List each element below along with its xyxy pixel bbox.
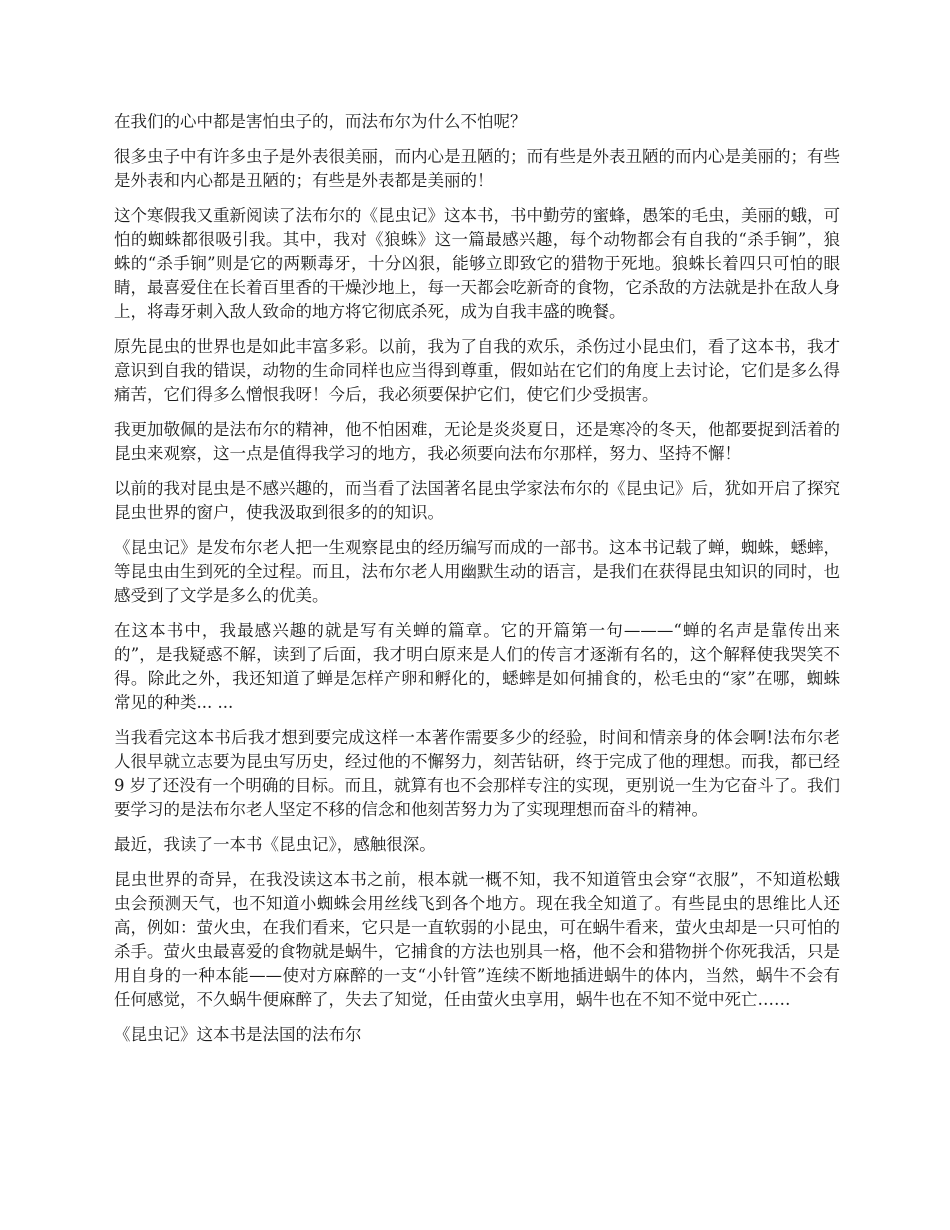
paragraph: 我更加敬佩的是法布尔的精神，他不怕困难，无论是炎炎夏日，还是寒冷的冬天，他都要捉到活着的昆虫来观察，这一点是值得我学习的地方，我必须要向法布尔那样，努力、坚持不懈！ [114, 420, 840, 463]
paragraph: 以前的我对昆虫是不感兴趣的，而当看了法国著名昆虫学家法布尔的《昆虫记》后，犹如开启了探究昆虫世界的窗户，使我汲取到很多的的知识。 [114, 479, 840, 522]
paragraph: 这个寒假我又重新阅读了法布尔的《昆虫记》这本书，书中勤劳的蜜蜂，愚笨的毛虫，美丽的蛾，可怕的蜘蛛都很吸引我。其中，我对《狼蛛》这一篇最感兴趣，每个动物都会有自我的“杀手锏”，狼蛛的“杀手锏”则是它的两颗毒牙，十分凶狠，能够立即致它的猎物于死地。狼蛛长着四只可怕的眼睛，最喜爱住在长着百里香的干燥沙地上，每一天都会吃新奇的食物，它杀敌的方法就是扑在敌人身上，将毒牙刺入敌人致命的地方将它彻底杀死，成为自我丰盛的晚餐。 [114, 206, 840, 321]
paragraph: 昆虫世界的奇异，在我没读这本书之前，根本就一概不知，我不知道管虫会穿“衣服”，不知道松蛾虫会预测天气，也不知道小蜘蛛会用丝线飞到各个地方。现在我全知道了。有些昆虫的思维比人还高，例如：萤火虫，在我们看来，它只是一直软弱的小昆虫，可在蜗牛看来，萤火虫却是一只可怕的杀手。萤火虫最喜爱的食物就是蜗牛，它捕食的方法也别具一格，他不会和猎物拼个你死我活，只是用自身的一种本能——使对方麻醉的一支“小针管”连续不断地插进蜗牛的体内，当然，蜗牛不会有任何感觉，不久蜗牛便麻醉了，失去了知觉，任由萤火虫享用，蜗牛也在不知不觉中死亡…… [114, 870, 840, 1009]
paragraph: 原先昆虫的世界也是如此丰富多彩。以前，我为了自我的欢乐，杀伤过小昆虫们，看了这本书，我才意识到自我的错误，动物的生命同样也应当得到尊重，假如站在它们的角度上去讨论，它们是多么得痛苦，它们得多么憎恨我呀！今后，我必须要保护它们，使它们少受损害。 [114, 337, 840, 404]
document-body [114, 110, 840, 1058]
paragraph: 《昆虫记》这本书是法国的法布尔 [114, 1025, 362, 1044]
paragraph: 在我们的心中都是害怕虫子的，而法布尔为什么不怕呢？ [114, 112, 527, 131]
paragraph: 《昆虫记》是发布尔老人把一生观察昆虫的经历编写而成的一部书。这本书记载了蝉，蜘蛛，蟋蟀，等昆虫由生到死的全过程。而且，法布尔老人用幽默生动的语言，是我们在获得昆虫知识的同时，也感受到了文学是多么的优美。 [114, 538, 840, 605]
paragraph: 最近，我读了一本书《昆虫记》，感触很深。 [114, 835, 436, 854]
paragraph: 在这本书中，我最感兴趣的就是写有关蝉的篇章。它的开篇第一句———“蝉的名声是靠传出来的”，是我疑惑不解，读到了后面，我才明白原来是人们的传言才逐渐有名的，这个解释使我哭笑不得。除此之外，我还知道了蝉是怎样产卵和孵化的，蟋蟀是如何捕食的，松毛虫的“家”在哪，蜘蛛常见的种类... ... [114, 621, 840, 712]
paragraph: 当我看完这本书后我才想到要完成这样一本著作需要多少的经验，时间和情亲身的体会啊!法布尔老人很早就立志要为昆虫写历史，经过他的不懈努力，刻苦钻研，终于完成了他的理想。而我，都已经 9 岁了还没有一个明确的目标。而且，就算有也不会那样专注的实现，更别说一生为它奋斗了。我们要学习的是法布尔老人坚定不移的信念和他刻苦努力为了实现理想而奋斗的精神。 [114, 728, 840, 819]
paragraph: 很多虫子中有许多虫子是外表很美丽，而内心是丑陋的；而有些是外表丑陋的而内心是美丽的；有些是外表和内心都是丑陋的；有些是外表都是美丽的！ [114, 147, 840, 190]
